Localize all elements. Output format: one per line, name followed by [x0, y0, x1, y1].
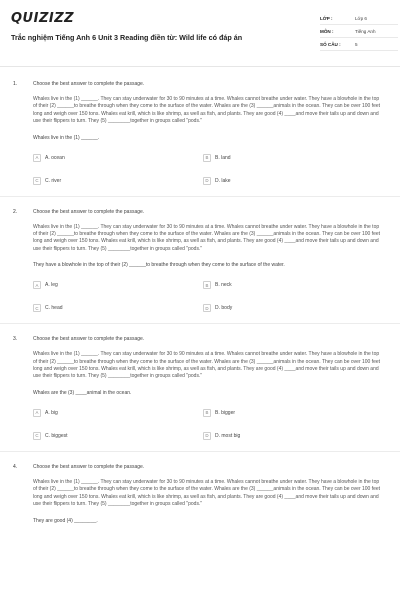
- option-text: A. ocean: [45, 154, 65, 161]
- meta-value: Lớp 6: [355, 15, 367, 21]
- answer-option-b[interactable]: [203, 153, 373, 163]
- worksheet-title: Trắc nghiệm Tiếng Anh 6 Unit 3 Reading điền từ: Wild life có đáp án: [11, 33, 243, 42]
- answer-option-c[interactable]: [33, 431, 203, 441]
- question-instruction: Choose the best answer to complete the passage.: [33, 463, 145, 470]
- option-text: B. land: [215, 154, 231, 161]
- option-letter-badge: A: [33, 154, 41, 162]
- answer-option-b[interactable]: [203, 408, 373, 418]
- question-stem: Whales are the (3) ____animal in the ocean.: [33, 389, 132, 396]
- option-letter-badge: B: [203, 409, 211, 417]
- question-instruction: Choose the best answer to complete the passage.: [33, 336, 145, 343]
- option-text: C. head: [45, 305, 63, 312]
- answer-option-a[interactable]: [33, 408, 203, 418]
- option-text: B. bigger: [215, 409, 236, 416]
- question-number: 2.: [13, 208, 18, 215]
- question-instruction: Choose the best answer to complete the passage.: [33, 208, 145, 215]
- question-stem: They have a blowhole in the top of their (2) ______to breathe through when they come to the surface of the water.: [33, 262, 285, 269]
- reading-passage: Whales live in the (1) ______. They can stay underwater for 30 to 90 minutes at a time. Whales cannot breathe under water. They have a blowhole in the top of their (2) ______to breathe through when they come to the surface of the water. Whales are the (3) ______animals in the ocean. They can be over 100 feet long and weigh over 150 tons. Whales eat krill, which is like shrimp, as well as fish, and plants. They are good (4) ____and move their tails up and down and use their flippers to turn. They (5) ________together in groups called "pods.": [33, 478, 381, 508]
- question-divider: [0, 323, 400, 324]
- question-number: 3.: [13, 336, 18, 343]
- answer-option-c[interactable]: [33, 176, 203, 186]
- option-letter-badge: A: [33, 409, 41, 417]
- question-stem: Whales live in the (1) ______.: [33, 134, 100, 141]
- answer-options: [33, 153, 373, 186]
- option-letter-badge: C: [33, 432, 41, 440]
- option-text: C. biggest: [45, 432, 68, 439]
- option-text: A. leg: [45, 282, 58, 289]
- option-text: D. lake: [215, 177, 231, 184]
- option-letter-badge: D: [203, 432, 211, 440]
- meta-label: LỚP :: [320, 15, 333, 21]
- option-letter-badge: A: [33, 281, 41, 289]
- option-letter-badge: B: [203, 281, 211, 289]
- option-text: D. most big: [215, 432, 241, 439]
- answer-option-b[interactable]: [203, 280, 373, 290]
- option-letter-badge: C: [33, 304, 41, 312]
- worksheet-meta: [320, 12, 398, 51]
- question-divider: [0, 451, 400, 452]
- answer-option-a[interactable]: [33, 280, 203, 290]
- question-number: 1.: [13, 81, 18, 87]
- meta-value: Tiếng Anh: [355, 28, 376, 34]
- meta-value: 5: [355, 41, 358, 47]
- option-letter-badge: D: [203, 177, 211, 185]
- question-stem: They are good (4) ________.: [33, 517, 98, 524]
- reading-passage: Whales live in the (1) ______. They can stay underwater for 30 to 90 minutes at a time. Whales cannot breathe under water. They have a blowhole in the top of their (2) ______to breathe through when they come to the surface of the water. Whales are the (3) ______animals in the ocean. They can be over 100 feet long and weigh over 150 tons. Whales eat krill, which is like shrimp, as well as fish, and plants. They are good (4) ____and move their tails up and down and use their flippers to turn. They (5) ________together in groups called "pods.": [33, 351, 381, 380]
- question-number: 4.: [13, 463, 18, 470]
- question-divider: [0, 196, 400, 197]
- meta-row-subject: [320, 25, 398, 38]
- meta-label: SỐ CÂU :: [320, 41, 341, 47]
- question-instruction: Choose the best answer to complete the passage.: [33, 81, 145, 87]
- answer-options: [33, 408, 373, 441]
- meta-row-class: [320, 12, 398, 25]
- option-text: C. river: [45, 177, 62, 184]
- answer-option-c[interactable]: [33, 303, 203, 313]
- answer-option-d[interactable]: [203, 176, 373, 186]
- question-list: [0, 67, 400, 524]
- answer-option-d[interactable]: [203, 303, 373, 313]
- option-text: A. big: [45, 409, 58, 416]
- meta-row-count: [320, 38, 398, 51]
- reading-passage: Whales live in the (1) ______. They can stay underwater for 30 to 90 minutes at a time. Whales cannot breathe under water. They have a blowhole in the top of their (2) ______to breathe through when they come to the surface of the water. Whales are the (3) ______animals in the ocean. They can be over 100 feet long and weigh over 150 tons. Whales eat krill, which is like shrimp, as well as fish, and plants. They are good (4) ____and move their tails up and down and use their flippers to turn. They (5) ________together in groups called "pods.": [33, 96, 381, 125]
- question-1: [0, 81, 400, 197]
- option-text: D. body: [215, 305, 233, 312]
- meta-label: MÔN :: [320, 28, 334, 34]
- option-letter-badge: B: [203, 154, 211, 162]
- quizizz-logo[interactable]: QUIZIZZ: [11, 11, 75, 26]
- question-3: [0, 336, 400, 452]
- question-4: [0, 464, 400, 524]
- option-text: B. neck: [215, 282, 232, 289]
- answer-option-d[interactable]: [203, 431, 373, 441]
- answer-option-a[interactable]: [33, 153, 203, 163]
- answer-options: [33, 280, 373, 313]
- option-letter-badge: C: [33, 177, 41, 185]
- option-letter-badge: D: [203, 304, 211, 312]
- question-2: [0, 209, 400, 325]
- page-header: [0, 0, 400, 67]
- reading-passage: Whales live in the (1) ______. They can stay underwater for 30 to 90 minutes at a time. Whales cannot breathe under water. They have a blowhole in the top of their (2) ______to breathe through when they come to the surface of the water. Whales are the (3) ______animals in the ocean. They can be over 100 feet long and weigh over 150 tons. Whales eat krill, which is like shrimp, as well as fish, and plants. They are good (4) ____and move their tails up and down and use their flippers to turn. They (5) ________together in groups called "pods.": [33, 223, 381, 252]
